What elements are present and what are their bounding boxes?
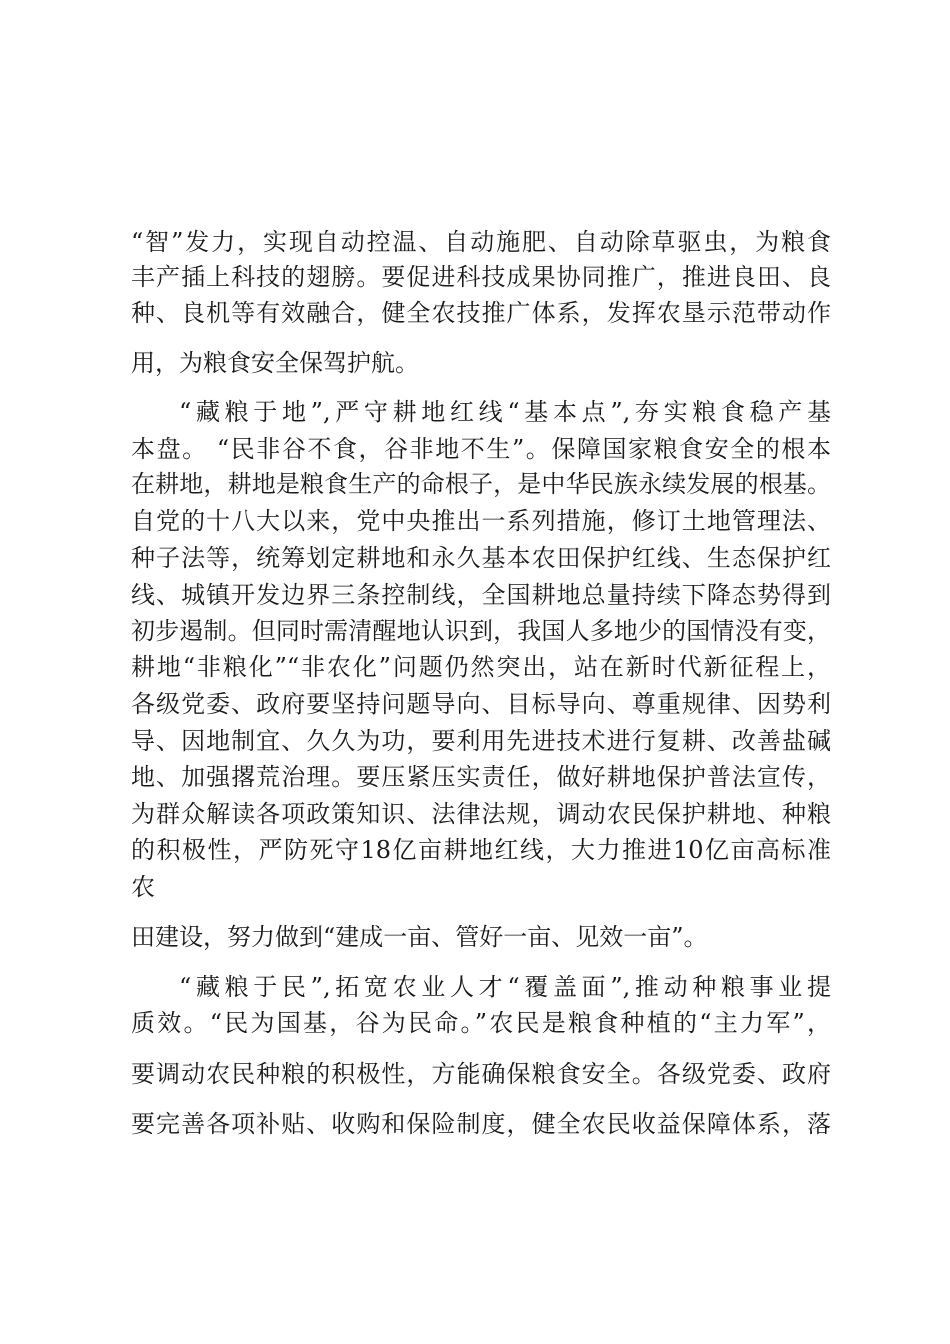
body-text-line: 自党的十八大以来，党中央推出一系列措施，修订土地管理法、	[131, 507, 831, 535]
body-text-line: “智”发力，实现自动控温、自动施肥、自动除草驱虫，为粮食	[131, 228, 831, 256]
body-text-line: 各级党委、政府要坚持问题导向、目标导向、尊重规律、因势利	[131, 690, 831, 718]
body-text-line: 在耕地，耕地是粮食生产的命根子，是中华民族永续发展的根基。	[131, 470, 831, 498]
body-text-line: 质效。“民为国基，谷为民命。”农民是粮食种植的“主力军”，	[131, 1009, 831, 1037]
body-text-line: 地、加强撂荒治理。要压紧压实责任，做好耕地保护普法宣传，	[131, 763, 831, 791]
paragraph-heading-line: “藏粮于民”,拓宽农业人才“覆盖面”,推动种粮事业提	[179, 973, 831, 1001]
body-text-line: 的积极性，严防死守18亿亩耕地红线，大力推进10亿亩高标准	[131, 836, 831, 864]
body-text-line: 导、因地制宜、久久为功，要利用先进技术进行复耕、改善盐碱	[131, 727, 831, 755]
body-text-line: 初步遏制。但同时需清醒地认识到，我国人多地少的国情没有变，	[131, 617, 831, 645]
body-text-line: 田建设，努力做到“建成一亩、管好一亩、见效一亩”。	[131, 923, 708, 951]
body-text-line: 种子法等，统筹划定耕地和永久基本农田保护红线、生态保护红	[131, 544, 831, 572]
body-text-line: 种、良机等有效融合，健全农技推广体系，发挥农垦示范带动作	[131, 299, 831, 327]
body-text-line: 线、城镇开发边界三条控制线，全国耕地总量持续下降态势得到	[131, 581, 831, 609]
body-text-line: 丰产插上科技的翅膀。要促进科技成果协同推广，推进良田、良	[131, 263, 831, 291]
body-text-line: 要完善各项补贴、收购和保险制度，健全农民收益保障体系，落	[131, 1110, 831, 1138]
body-text-line: 农	[131, 873, 155, 901]
paragraph-heading-line: “藏粮于地”,严守耕地红线“基本点”,夯实粮食稳产基	[179, 398, 831, 426]
body-text-line: 为群众解读各项政策知识、法律法规，调动农民保护耕地、种粮	[131, 800, 831, 828]
body-text-line: 用，为粮食安全保驾护航。	[131, 349, 419, 377]
body-text-line: 耕地“非粮化”“非农化”问题仍然突出，站在新时代新征程上，	[131, 653, 831, 681]
body-text-line: 要调动农民种粮的积极性，方能确保粮食安全。各级党委、政府	[131, 1060, 831, 1088]
body-text-line: 本盘。 “民非谷不食，谷非地不生”。保障国家粮食安全的根本	[131, 435, 831, 463]
